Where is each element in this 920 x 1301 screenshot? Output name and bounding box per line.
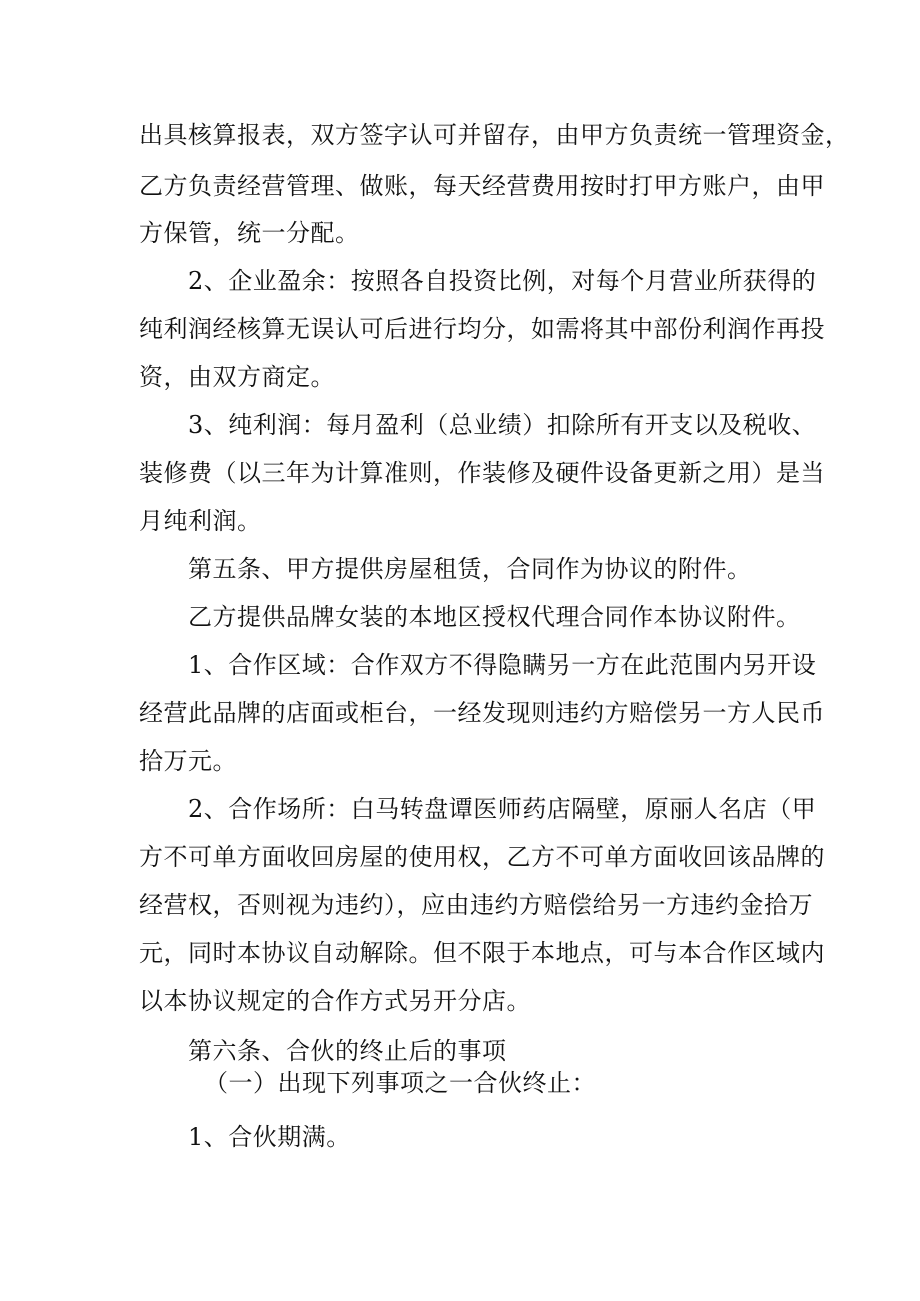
paragraph-line: 装修费（以三年为计算准则，作装修及硬件设备更新之用）是当 [139, 459, 825, 487]
clause-2-cooperation-venue: 2、合作场所：白马转盘谭医师药店隔壁，原丽人名店（甲 [188, 795, 817, 823]
paragraph-line: 元，同时本协议自动解除。但不限于本地点，可与本合作区域内 [139, 939, 825, 967]
clause-1-cooperation-area: 1、合作区域：合作双方不得隐瞒另一方在此范围内另开设 [188, 651, 817, 679]
clause-2-enterprise-surplus: 2、企业盈余：按照各自投资比例，对每个月营业所获得的 [188, 267, 817, 295]
paragraph-line: 方不可单方面收回房屋的使用权，乙方不可单方面收回该品牌的 [139, 843, 825, 871]
paragraph-line: 乙方负责经营管理、做账，每天经营费用按时打甲方账户，由甲 [139, 172, 825, 200]
article-5-heading: 第五条、甲方提供房屋租赁，合同作为协议的附件。 [188, 555, 752, 583]
section-1-heading: （一）出现下列事项之一合伙终止： [204, 1069, 596, 1097]
article-6-heading: 第六条、合伙的终止后的事项 [188, 1037, 507, 1065]
paragraph-line: 拾万元。 [139, 747, 237, 775]
paragraph-line: 方保管，统一分配。 [139, 219, 360, 247]
paragraph-line: 经营此品牌的店面或柜台，一经发现则违约方赔偿另一方人民币 [139, 699, 825, 727]
paragraph-line: 乙方提供品牌女装的本地区授权代理合同作本协议附件。 [188, 603, 801, 631]
paragraph-line: 经营权，否则视为违约），应由违约方赔偿给另一方违约金拾万 [139, 891, 813, 919]
paragraph-line: 以本协议规定的合作方式另开分店。 [139, 987, 531, 1015]
clause-1-partnership-expiry: 1、合伙期满。 [188, 1123, 351, 1151]
paragraph-line: 纯利润经核算无误认可后进行均分，如需将其中部份利润作再投 [139, 315, 825, 343]
clause-3-net-profit: 3、纯利润：每月盈利（总业绩）扣除所有开支以及税收、 [188, 411, 817, 439]
paragraph-line: 出具核算报表，双方签字认可并留存，由甲方负责统一管理资金， [139, 121, 850, 149]
paragraph-line: 月纯利润。 [139, 507, 262, 535]
paragraph-line: 资，由双方商定。 [139, 363, 335, 391]
